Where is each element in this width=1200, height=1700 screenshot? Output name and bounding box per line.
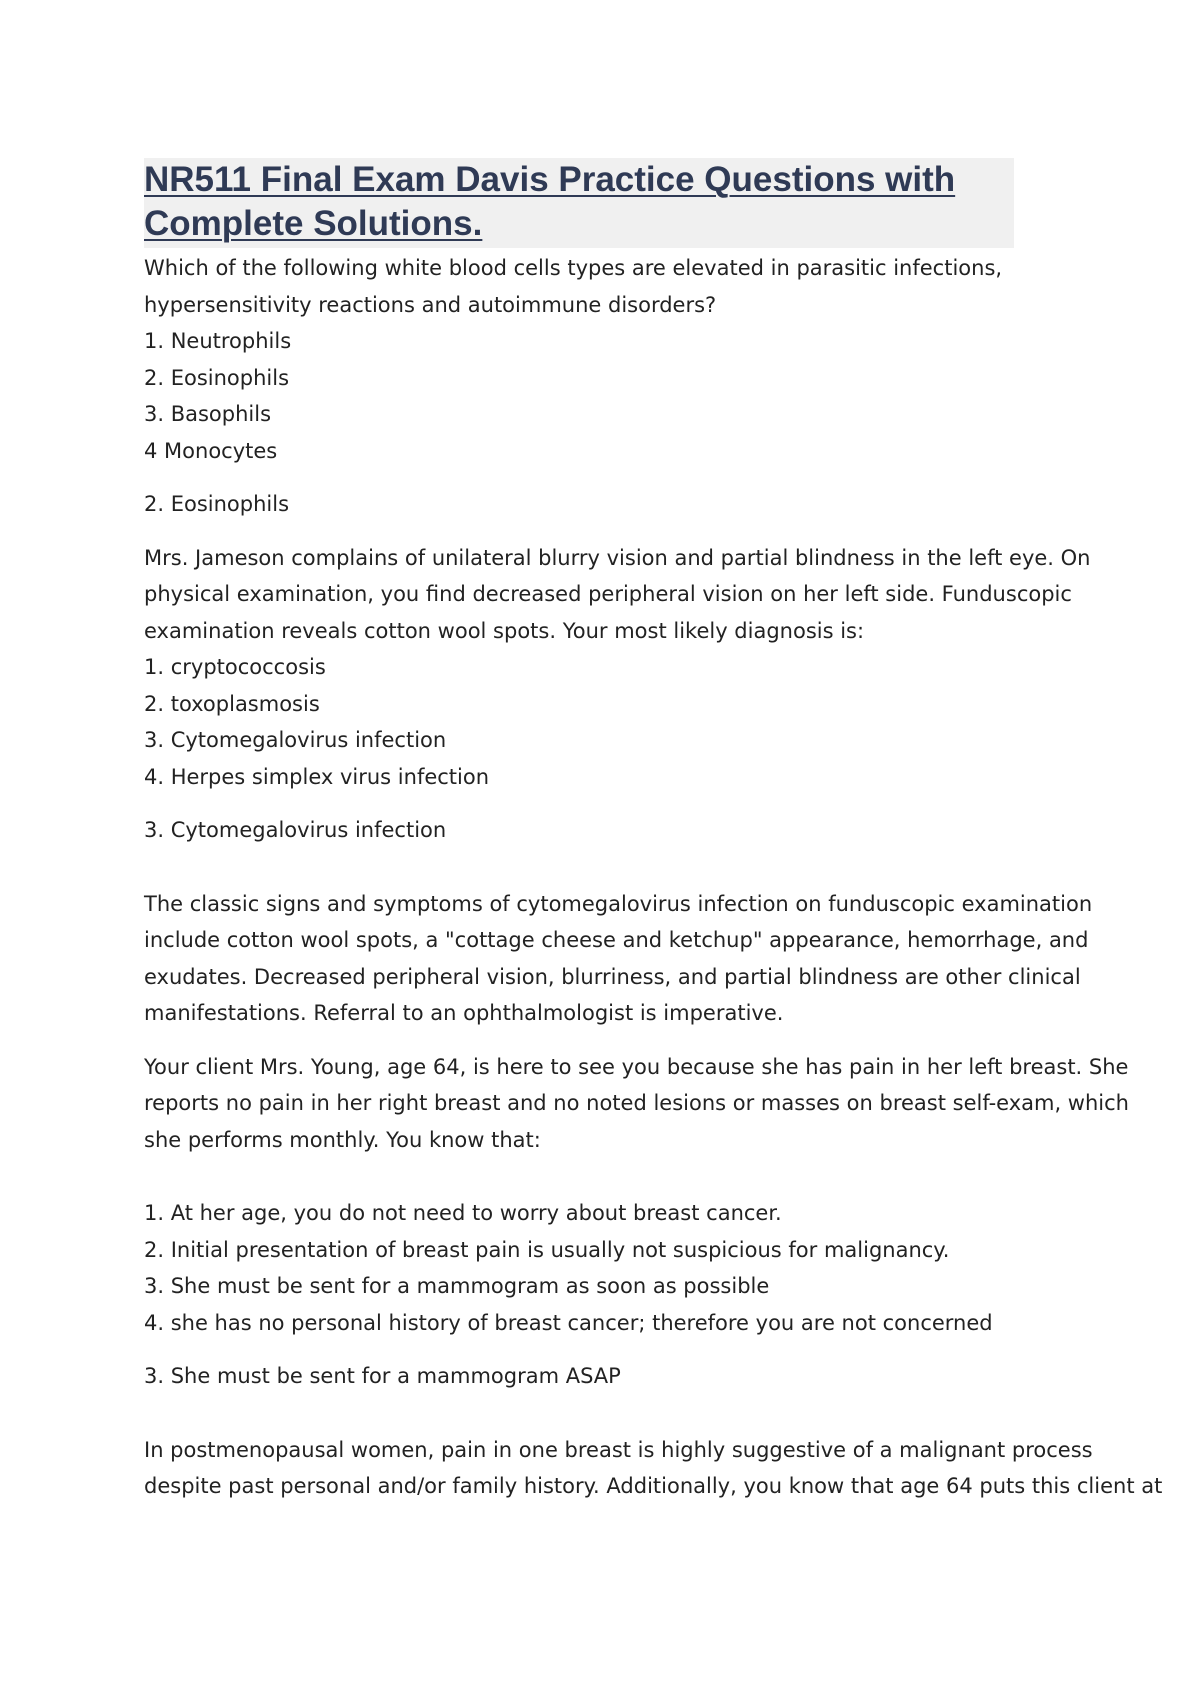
rationale-line: In postmenopausal women, pain in one breast is highly suggestive of a malignant process: [144, 1437, 1093, 1462]
rationale-line: manifestations. Referral to an ophthalmologist is imperative.: [144, 1001, 784, 1025]
answer-option: 1. At her age, you do not need to worry about breast cancer.: [144, 1201, 782, 1225]
question-prompt-line: Mrs. Jameson complains of unilateral blurry vision and partial blindness in the left eye. On: [144, 545, 1091, 570]
question-prompt-line: physical examination, you find decreased peripheral vision on her left side. Funduscopic: [144, 582, 1072, 606]
rationale-line: include cotton wool spots, a "cottage cheese and ketchup" appearance, hemorrhage, and: [144, 928, 1089, 952]
title-line: Complete Solutions.: [144, 204, 483, 243]
question-prompt-line: Your client Mrs. Young, age 64, is here to see you because she has pain in her left breast. She: [144, 1054, 1129, 1079]
correct-answer: 3. Cytomegalovirus infection: [144, 818, 447, 842]
rationale-line: The classic signs and symptoms of cytomegalovirus infection on funduscopic examination: [144, 891, 1093, 916]
answer-option: 4. Herpes simplex virus infection: [144, 764, 490, 789]
answer-option: 4. she has no personal history of breast cancer; therefore you are not concerned: [144, 1310, 993, 1335]
title-line: NR511 Final Exam Davis Practice Questions with: [144, 160, 956, 199]
answer-option: 1. Neutrophils: [144, 329, 292, 353]
answer-option: 2. Initial presentation of breast pain is usually not suspicious for malignancy.: [144, 1237, 950, 1262]
answer-option: 4 Monocytes: [144, 438, 278, 463]
answer-option: 2. Eosinophils: [144, 365, 290, 390]
correct-answer: 3. She must be sent for a mammogram ASAP: [144, 1364, 621, 1388]
question-2: [144, 540, 1093, 1032]
rationale-line: despite past personal and/or family history. Additionally, you know that age 64 puts this client at: [144, 1474, 1163, 1498]
document-title: [144, 158, 1024, 246]
question-prompt-line: reports no pain in her right breast and no noted lesions or masses on breast self-exam, which: [144, 1091, 1129, 1115]
question-prompt-line: Which of the following white blood cells types are elevated in parasitic infections,: [144, 256, 1003, 280]
document-body: [144, 250, 1163, 1505]
question-prompt-line: examination reveals cotton wool spots. Your most likely diagnosis is:: [144, 618, 865, 643]
correct-answer: 2. Eosinophils: [144, 492, 290, 516]
question-1: [144, 250, 1084, 523]
answer-option: 3. Basophils: [144, 402, 272, 426]
question-prompt-line: hypersensitivity reactions and autoimmune disorders?: [144, 292, 717, 317]
question-prompt-line: she performs monthly. You know that:: [144, 1127, 541, 1152]
question-3: [144, 1049, 1163, 1505]
answer-option: 2. toxoplasmosis: [144, 691, 320, 716]
answer-option: 1. cryptococcosis: [144, 655, 326, 679]
rationale-line: exudates. Decreased peripheral vision, blurriness, and partial blindness are other clinical: [144, 964, 1081, 989]
answer-option: 3. She must be sent for a mammogram as soon as possible: [144, 1274, 770, 1298]
answer-option: 3. Cytomegalovirus infection: [144, 728, 447, 752]
